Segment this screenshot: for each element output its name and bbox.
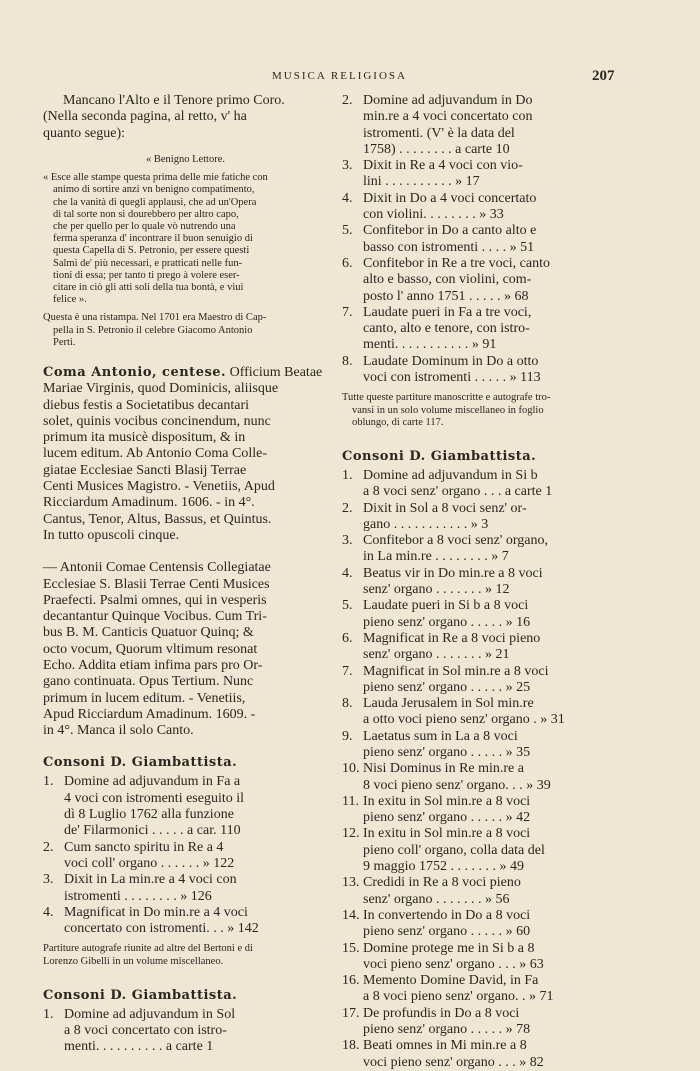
list-item: 1. Domine ad adjuvandum in Sol a 8 voci concertato con istro- menti. . . . . . . . . . a carte 1	[43, 1006, 236, 1055]
intro-line: quanto segue):	[43, 125, 126, 141]
list-item: 3. Dixit in La min.re a 4 voci con istromenti . . . . . . . . » 126	[43, 872, 237, 904]
quote-line: che la vanità di quegli applausi, che ad un'Opera	[53, 196, 257, 208]
coma-entry-line: Mariae Virginis, quod Dominicis, aliisque	[43, 381, 279, 397]
comae-entry-line: Echo. Addita etiam infima pars pro Or-	[43, 657, 263, 673]
section-heading: Consoni D. Giambattista.	[342, 448, 537, 464]
quote-greeting: « Benigno Lettore.	[145, 153, 226, 165]
comae-entry-line: Ecclesiae S. Blasii Terrae Centi Musices	[43, 576, 270, 592]
comae-entry-line: bus B. M. Canticis Quatuor Quinq; &	[43, 625, 254, 641]
left-column	[43, 93, 328, 1056]
note-line: Questa è una ristampa. Nel 1701 era Maestro di Cap-	[43, 312, 267, 324]
running-title: MUSICA RELIGIOSA	[272, 70, 407, 82]
comae-entry-line: Praefecti. Psalmi omnes, qui in vesperis	[43, 592, 267, 608]
note-line: oblungo, di carte 117.	[352, 416, 444, 428]
coma-entry-line: lucem editum. Ab Antonio Coma Colle-	[43, 446, 267, 462]
list-item: 8. Laudate Dominum in Do a otto voci con istromenti . . . . . » 113	[342, 353, 541, 386]
coma-entry-line: giatae Ecclesiae Sancti Blasij Terrae	[43, 462, 247, 478]
list-item: 6. Magnificat in Re a 8 voci pieno senz' organo . . . . . . . » 21	[342, 630, 541, 663]
coma-entry-line: Centi Musices Magistro. - Venetiis, Apud	[43, 479, 275, 495]
list-item: 9. Laetatus sum in La a 8 voci pieno senz' organo . . . . . » 35	[342, 728, 531, 760]
list-item: 14. In convertendo in Do a 8 voci pieno senz' organo . . . . . » 60	[342, 907, 531, 940]
coma-entry-line: Cantus, Tenor, Altus, Bassus, et Quintus.	[43, 511, 272, 527]
list-item: 3. Confitebor a 8 voci senz' organo, in La min.re . . . . . . . . » 7	[342, 533, 548, 565]
list-item: 3. Dixit in Re a 4 voci con vio- lini . . . . . . . . . . » 17	[342, 158, 523, 190]
list-item: 16. Memento Domine David, in Fa a 8 voci pieno senz' organo. . » 71	[342, 973, 554, 1005]
quote-line: felice ».	[53, 294, 87, 306]
section-heading: Consoni D. Giambattista.	[43, 987, 238, 1003]
comae-entry-line: gano continuata. Opus Tertium. Nunc	[43, 674, 254, 690]
list-item: 15. Domine protege me in Si b a 8 voci pieno senz' organo . . . » 63	[342, 940, 544, 972]
list-item: 17. De profundis in Do a 8 voci pieno senz' organo . . . . . » 78	[342, 1005, 531, 1038]
note-line: Tutte queste partiture manoscritte e autografe tro-	[342, 392, 551, 404]
comae-entry-line: primum in lucem editum. - Venetiis,	[43, 690, 246, 706]
coma-entry-line: Coma Antonio, centese. Officium Beatae	[43, 364, 323, 380]
quote-line: « Esce alle stampe questa prima delle mie fatiche con	[43, 172, 268, 184]
coma-entry-line: primum ita musicè dispositum, & in	[43, 430, 246, 446]
list-item: 7. Magnificat in Sol min.re a 8 voci pieno senz' organo . . . . . » 25	[342, 663, 549, 695]
section-heading: Consoni D. Giambattista.	[43, 755, 238, 771]
quote-line: tioni di essa; per tanto ti prego à volere eser-	[53, 269, 240, 281]
running-head	[0, 70, 700, 88]
right-column	[342, 93, 620, 1071]
list-item: 10. Nisi Dominus in Re min.re a 8 voci pieno senz' organo. . . » 39	[342, 761, 551, 793]
list-item: 7. Laudate pueri in Fa a tre voci, canto, alto e tenore, con istro- menti. . . . . . . . . . . » 91	[342, 304, 532, 353]
coma-entry-line: In tutto opuscoli cinque.	[43, 527, 180, 543]
quote-line: citare in ciò gli atti soli della tua bontà, e viui	[53, 281, 244, 293]
note-line: vansi in un solo volume miscellaneo in foglio	[352, 404, 544, 416]
list-item: 1. Domine ad adjuvandum in Si b a 8 voci senz' organo . . . a carte 1	[342, 467, 553, 500]
quote-line: che per quello per lo quale vò nutrendo una	[53, 220, 236, 232]
list-item: 6. Confitebor in Re a tre voci, canto alto e basso, con violini, com- posto l' anno 1751 . . . . . » 68	[342, 255, 550, 304]
comae-entry-line: decantantur Quinque Vocibus. Cum Tri-	[43, 609, 267, 625]
page-number: 207	[592, 68, 615, 84]
list-item: 18. Beati omnes in Mi min.re a 8 voci pieno senz' organo . . . » 82	[342, 1038, 544, 1070]
coma-entry-line: diebus festis a Societatibus decantari	[43, 397, 250, 413]
quote-line: questa Capella di S. Petronio, per essere questi	[53, 245, 250, 257]
coma-entry-line: Ricciardum Amadinum. 1606. - in 4°.	[43, 495, 255, 511]
list-item: 4. Magnificat in Do min.re a 4 voci concertato con istromenti. . . » 142	[43, 904, 259, 937]
quote-line: Salmi de' più necessari, e pratticati nelle fun-	[53, 257, 243, 269]
author-heading: Coma Antonio, centese.	[43, 364, 227, 380]
note-line: Partiture autografe riunite ad altre del Bertoni e di	[43, 943, 253, 955]
list-item: 1. Domine ad adjuvandum in Fa a 4 voci con istromenti eseguito il dì 8 Luglio 1762 alla funzione de' Filarmonici . . . . . a car. 110	[43, 774, 245, 839]
coma-entry-line: solet, quinis vocibus concinendum, nunc	[43, 413, 271, 429]
list-item: 12. In exitu in Sol min.re a 8 voci pieno coll' organo, colla data del 9 maggio 1752 . . . . . . . » 49	[342, 826, 545, 875]
intro-line: (Nella seconda pagina, al retto, v' ha	[43, 109, 247, 125]
list-item: 4. Beatus vir in Do min.re a 8 voci senz' organo . . . . . . . » 12	[342, 565, 543, 598]
list-item: 2. Cum sancto spiritu in Re a 4 voci coll' organo . . . . . . » 122	[43, 839, 235, 871]
list-item: 5. Confitebor in Do a canto alto e basso con istromenti . . . . » 51	[342, 223, 537, 255]
list-item: 2. Dixit in Sol a 8 voci senz' or- gano . . . . . . . . . . . » 3	[342, 500, 527, 532]
list-item: 8. Lauda Jerusalem in Sol min.re a otto voci pieno senz' organo . » 31	[342, 696, 565, 728]
list-item: 11. In exitu in Sol min.re a 8 voci pieno senz' organo . . . . . » 42	[342, 793, 531, 826]
comae-entry-line: Apud Ricciardum Amadinum. 1609. -	[43, 706, 256, 722]
comae-entry-line: — Antonii Comae Centensis Collegiatae	[43, 560, 271, 576]
note-line: Perti.	[53, 336, 76, 348]
quote-line: ferma speranza d' incontrare il buon senuigio di	[53, 233, 253, 245]
list-item: 13. Credidi in Re a 8 voci pieno senz' organo . . . . . . . » 56	[342, 875, 521, 907]
note-line: pella in S. Petronio il celebre Giacomo Antonio	[53, 324, 253, 336]
intro-line: Mancano l'Alto e il Tenore primo Coro.	[63, 93, 285, 108]
list-item: 2. Domine ad adjuvandum in Do min.re a 4 voci concertato con istromenti. (V' è la data del 1758) . . . . . . . . a carte 10	[342, 93, 533, 157]
comae-entry-line: octo vocum, Quorum vltimum resonat	[43, 641, 258, 657]
note-line: Lorenzo Gibelli in un volume miscellaneo.	[43, 955, 224, 967]
quote-line: animo di sortire anzi vn benigno compatimento,	[53, 184, 255, 196]
list-item: 5. Laudate pueri in Si b a 8 voci pieno senz' organo . . . . . » 16	[342, 598, 531, 630]
quote-line: di tal sorte non si dourebbero per altro capo,	[53, 208, 239, 220]
list-item: 4. Dixit in Do a 4 voci concertato con violini. . . . . . . . » 33	[342, 190, 537, 223]
comae-entry-line: in 4°. Manca il solo Canto.	[43, 723, 194, 739]
